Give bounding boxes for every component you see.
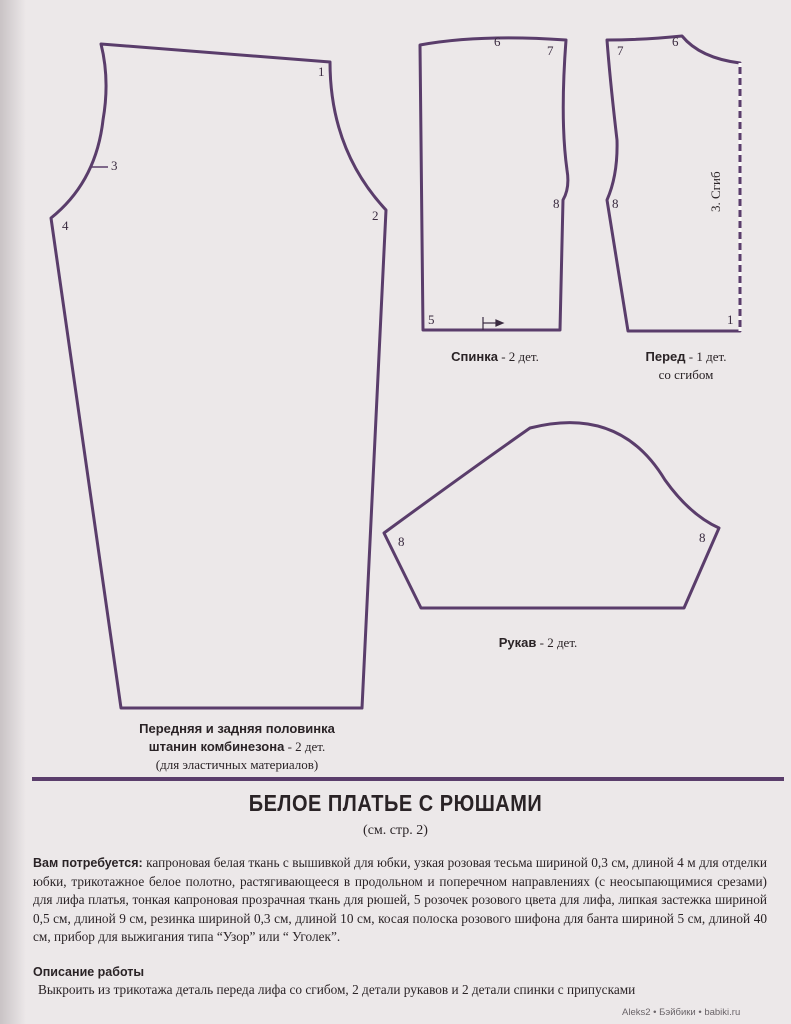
front-caption-bold: Перед bbox=[645, 349, 686, 364]
back-marker-8: 8 bbox=[553, 196, 560, 211]
front-marker-8: 8 bbox=[612, 196, 619, 211]
sleeve-pattern-outline bbox=[384, 423, 719, 608]
section-heading: Описание работы bbox=[33, 965, 145, 979]
back-caption-bold: Спинка bbox=[451, 349, 498, 364]
materials-paragraph bbox=[33, 854, 767, 947]
materials-label: Вам потребуется: bbox=[33, 856, 143, 870]
trousers-marker-2: 2 bbox=[372, 208, 379, 223]
back-marker-6: 6 bbox=[494, 34, 501, 49]
trousers-marker-4: 4 bbox=[62, 218, 69, 233]
trousers-marker-1: 1 bbox=[318, 64, 325, 79]
trousers-caption-note: (для эластичных материалов) bbox=[155, 757, 319, 772]
front-marker-7: 7 bbox=[617, 43, 624, 58]
watermark: Aleks2 • Бэйбики • babiki.ru bbox=[618, 1006, 744, 1019]
back-marker-7: 7 bbox=[547, 43, 554, 58]
section-divider bbox=[32, 777, 784, 781]
sleeve-caption-bold: Рукав bbox=[498, 635, 537, 650]
front-caption-count: - 1 дет. bbox=[685, 349, 727, 364]
trousers-caption-bold: штанин комбинезона bbox=[148, 739, 285, 754]
sleeve-marker-8-right: 8 bbox=[699, 530, 706, 545]
sleeve-caption bbox=[468, 634, 608, 652]
section-text: Выкроить из трикотажа деталь переда лифа со сгибом, 2 детали рукавов и 2 детали спинки с припусками bbox=[38, 982, 636, 997]
back-caption bbox=[420, 348, 570, 366]
back-marker-5: 5 bbox=[428, 312, 435, 327]
sleeve-caption-count: - 2 дет. bbox=[536, 635, 578, 650]
trousers-pattern-outline bbox=[51, 44, 386, 708]
article-subtitle: (см. стр. 2) bbox=[363, 823, 428, 838]
materials-text: капроновая белая ткань с вышивкой для юбки, узкая розовая тесьма шириной 0,3 см, длиной 4 м для отделки юбки, трикотажное белое полотно, растягивающееся в продольном и поперечном направлениях (с неосыпающимися срезами) для лифа платья, тонкая капроновая прозрачная ткань для рюшей, 5 розочек розового цвета для лифа, липкая застежка шириной 0,5 см, длиной 9 см, резинка шириной 0,3 см, длиной 10 см, косая полоска розового шифона для банта шириной 5 см, длиной 40 см, прибор для выжигания типа “Узор” или “ Уголек”. bbox=[33, 855, 767, 945]
sleeve-marker-8-left: 8 bbox=[398, 534, 405, 549]
front-caption-fold: со сгибом bbox=[658, 367, 714, 382]
trousers-caption-count: - 2 дет. bbox=[284, 739, 326, 754]
trousers-marker-3: 3 bbox=[111, 158, 118, 173]
fold-label: 3. Сгиб bbox=[708, 171, 723, 212]
front-marker-6: 6 bbox=[672, 34, 679, 49]
trousers-caption-line1: Передняя и задняя половинка bbox=[139, 721, 335, 736]
back-measure-arrow bbox=[483, 317, 503, 330]
trousers-caption bbox=[112, 720, 362, 774]
article-title: БЕЛОЕ ПЛАТЬЕ С РЮШАМИ bbox=[248, 791, 543, 817]
back-pattern-outline bbox=[420, 38, 568, 330]
back-caption-count: - 2 дет. bbox=[497, 349, 539, 364]
front-marker-1: 1 bbox=[727, 312, 734, 327]
front-caption bbox=[616, 348, 756, 384]
